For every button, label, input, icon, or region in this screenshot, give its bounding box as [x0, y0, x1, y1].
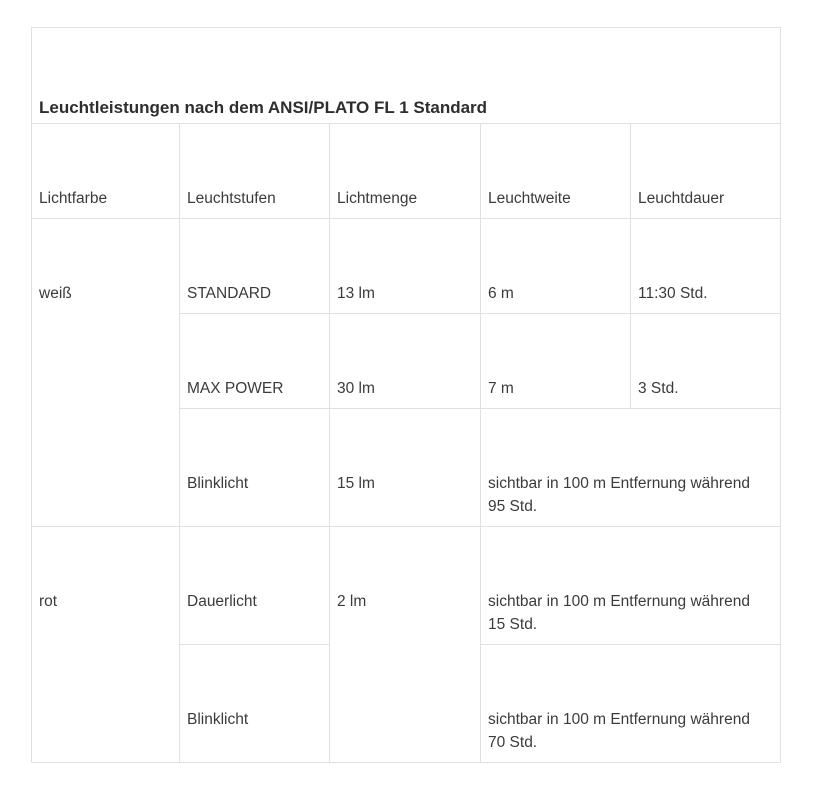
cell-leuchtdauer: 3 Std. — [631, 314, 781, 409]
column-header-leuchtdauer: Leuchtdauer — [631, 124, 781, 219]
table-title: Leuchtleistungen nach dem ANSI/PLATO FL 1 Standard — [32, 28, 781, 124]
cell-leuchtdauer: 11:30 Std. — [631, 219, 781, 314]
cell-leuchtstufe: MAX POWER — [180, 314, 330, 409]
table-row-rot-dauerlicht — [32, 527, 781, 645]
table-row-weiss-standard — [32, 219, 781, 314]
header-row — [32, 124, 781, 219]
cell-leuchtweite-dauer: sichtbar in 100 m Entfernung während 95 Std. — [481, 409, 781, 527]
cell-leuchtstufe: Blinklicht — [180, 409, 330, 527]
column-header-leuchtstufen: Leuchtstufen — [180, 124, 330, 219]
cell-leuchtweite-dauer: sichtbar in 100 m Entfernung während 15 Std. — [481, 527, 781, 645]
cell-leuchtstufe: Dauerlicht — [180, 527, 330, 645]
cell-leuchtweite-dauer: sichtbar in 100 m Entfernung während 70 Std. — [481, 645, 781, 763]
cell-leuchtstufe: Blinklicht — [180, 645, 330, 763]
cell-lichtfarbe-rot: rot — [32, 527, 180, 763]
cell-lichtmenge: 2 lm — [330, 527, 481, 763]
cell-lichtmenge: 13 lm — [330, 219, 481, 314]
cell-lichtmenge: 15 lm — [330, 409, 481, 527]
column-header-leuchtweite: Leuchtweite — [481, 124, 631, 219]
cell-lichtfarbe-weiss: weiß — [32, 219, 180, 527]
cell-leuchtweite: 6 m — [481, 219, 631, 314]
column-header-lichtmenge: Lichtmenge — [330, 124, 481, 219]
specs-table-container — [31, 27, 781, 763]
column-header-lichtfarbe: Lichtfarbe — [32, 124, 180, 219]
cell-leuchtstufe: STANDARD — [180, 219, 330, 314]
cell-lichtmenge: 30 lm — [330, 314, 481, 409]
ansi-plato-specs-table — [31, 27, 781, 763]
cell-leuchtweite: 7 m — [481, 314, 631, 409]
title-row — [32, 28, 781, 124]
